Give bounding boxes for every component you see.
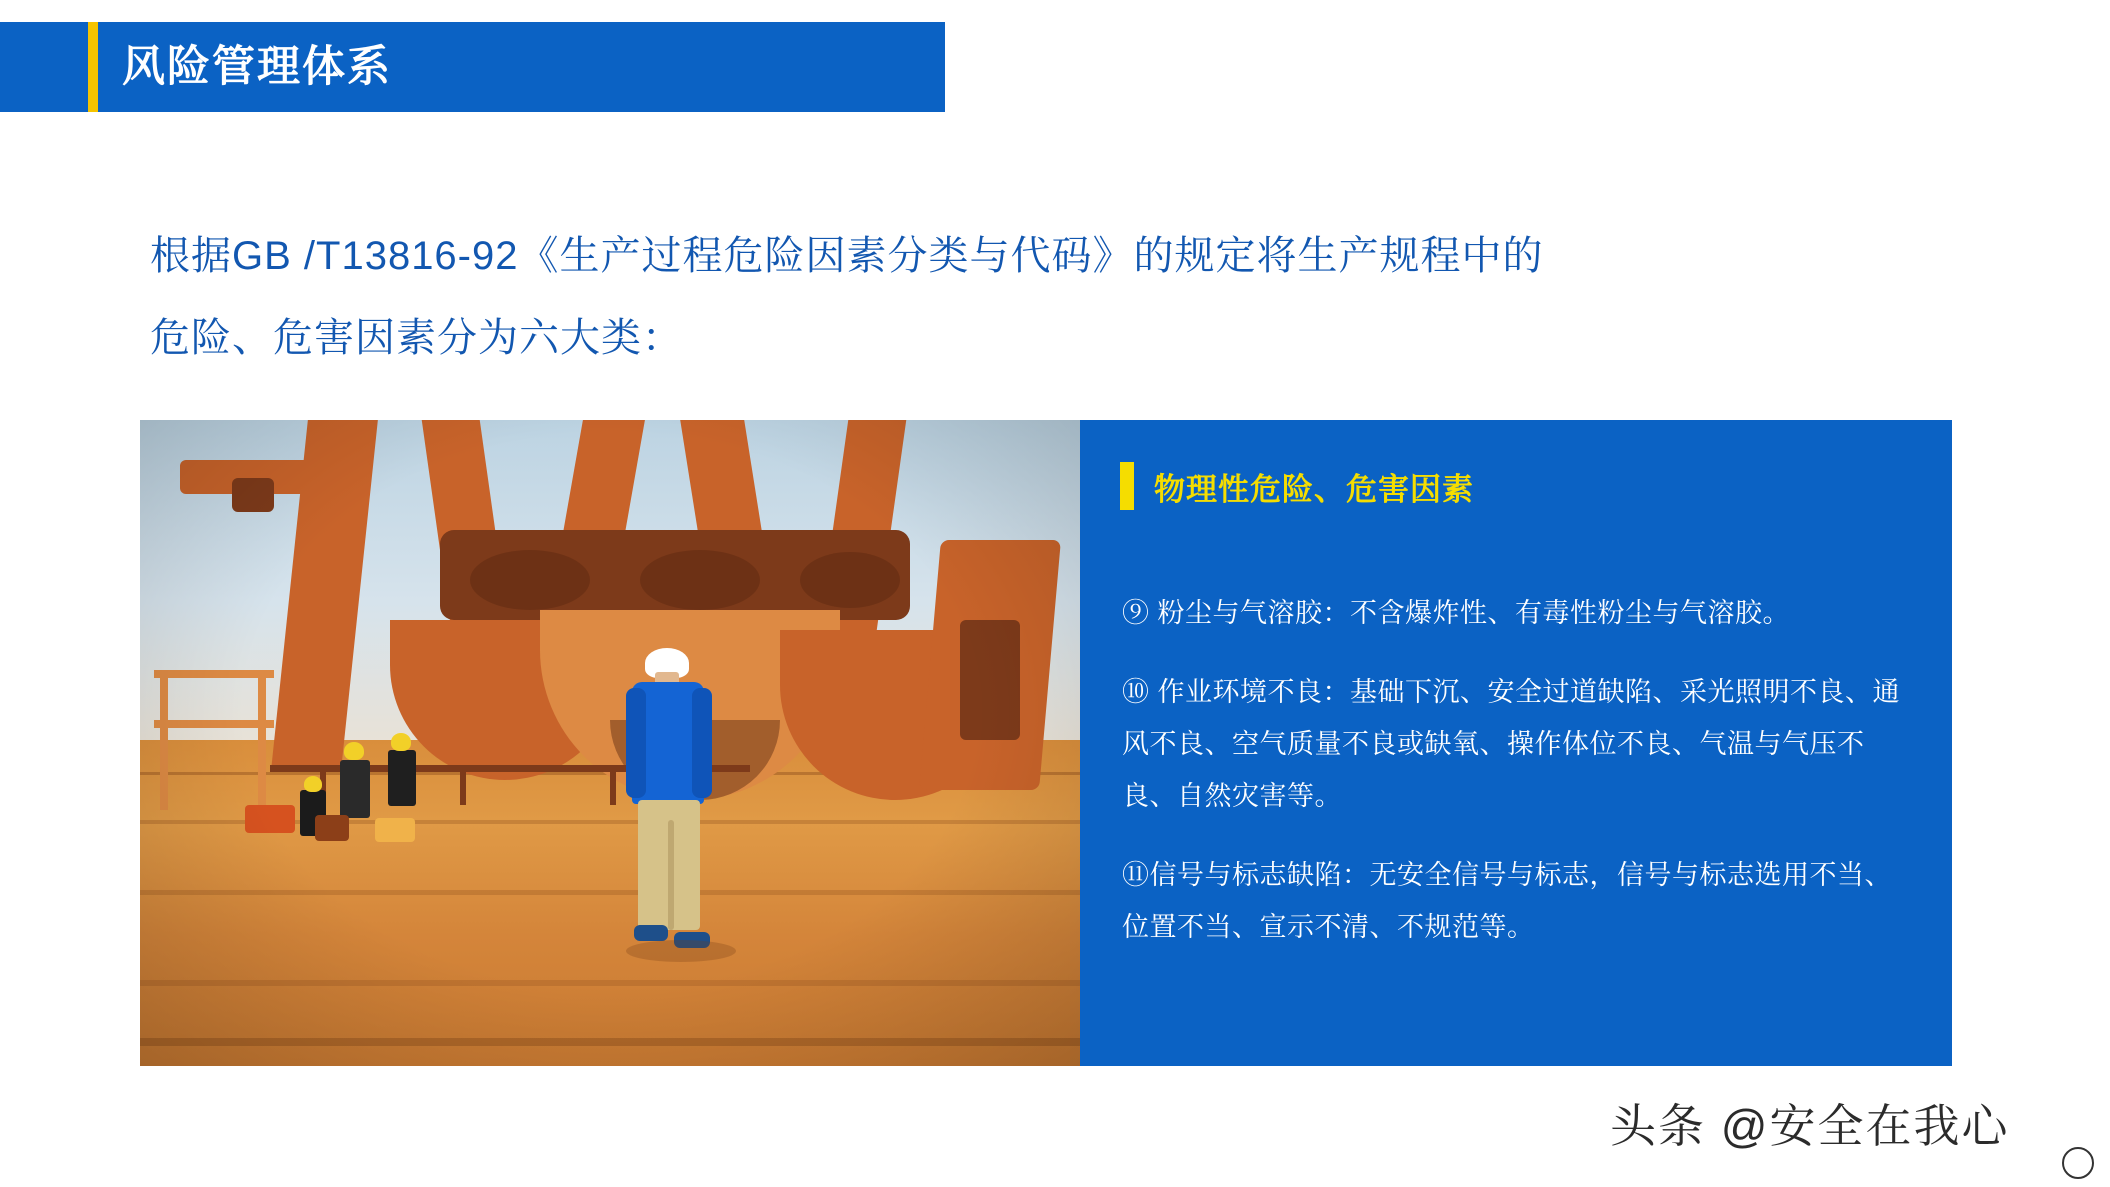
watermark: 头条 @安全在我心: [1610, 1100, 2010, 1152]
intro-line-2: 危险、危害因素分为六大类：: [150, 316, 683, 360]
header-accent-bar: [88, 22, 98, 112]
hazard-item: ⑨ 粉尘与气溶胶：不含爆炸性、有毒性粉尘与气溶胶。: [1122, 598, 1791, 628]
intro-paragraph: [150, 215, 1950, 379]
photo-vignette: [140, 420, 1080, 1066]
hazard-item: ⑪信号与标志缺陷：无安全信号与标志，信号与标志选用不当、位置不当、宣示不清、不规范等。: [1122, 860, 1892, 942]
hazard-panel: [1080, 420, 1952, 1066]
page-title: 风险管理体系: [122, 43, 392, 91]
industrial-photo: [140, 420, 1080, 1066]
panel-title-accent: [1120, 462, 1134, 510]
panel-body: [1122, 560, 1912, 953]
panel-title: 物理性危险、危害因素: [1154, 472, 1474, 507]
hazard-item: ⑩ 作业环境不良：基础下沉、安全过道缺陷、采光照明不良、通风不良、空气质量不良或缺氧、操作体位不良、气温与气压不良、自然灾害等。: [1122, 677, 1901, 811]
watermark-logo-icon: [2062, 1147, 2094, 1179]
intro-line-1: 根据GB /T13816-92《生产过程危险因素分类与代码》的规定将生产规程中的: [150, 234, 1544, 278]
